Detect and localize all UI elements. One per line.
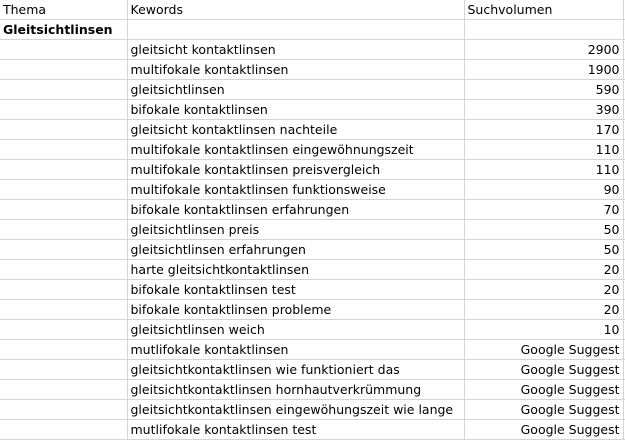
- volume-cell[interactable]: 50: [464, 220, 623, 240]
- thema-cell[interactable]: [0, 120, 127, 140]
- header-row: [0, 0, 625, 20]
- empty-cell[interactable]: [127, 20, 464, 40]
- table-row: [0, 200, 625, 220]
- table-row: [0, 100, 625, 120]
- keyword-cell[interactable]: gleitsichtlinsen: [127, 80, 464, 100]
- header-cell-keywords[interactable]: Kewords: [127, 0, 464, 20]
- thema-cell[interactable]: [0, 420, 127, 440]
- volume-cell[interactable]: 70: [464, 200, 623, 220]
- table-row: [0, 300, 625, 320]
- keyword-cell[interactable]: bifokale kontaktlinsen test: [127, 280, 464, 300]
- volume-cell[interactable]: 10: [464, 320, 623, 340]
- thema-cell[interactable]: [0, 260, 127, 280]
- volume-cell[interactable]: 50: [464, 240, 623, 260]
- keyword-cell[interactable]: multifokale kontaktlinsen funktionsweise: [127, 180, 464, 200]
- table-row: [0, 340, 625, 360]
- volume-cell[interactable]: Google Suggest: [464, 340, 623, 360]
- table-row: [0, 140, 625, 160]
- keyword-cell[interactable]: harte gleitsichtkontaktlinsen: [127, 260, 464, 280]
- header-cell-thema[interactable]: Thema: [0, 0, 127, 20]
- section-label-cell[interactable]: Gleitsichtlinsen: [0, 20, 127, 40]
- volume-cell[interactable]: Google Suggest: [464, 400, 623, 420]
- section-row: [0, 20, 625, 40]
- volume-cell[interactable]: 170: [464, 120, 623, 140]
- volume-cell[interactable]: 20: [464, 280, 623, 300]
- keyword-cell[interactable]: gleitsichtkontaktlinsen wie funktioniert das: [127, 360, 464, 380]
- thema-cell[interactable]: [0, 60, 127, 80]
- table-row: [0, 40, 625, 60]
- keyword-cell[interactable]: bifokale kontaktlinsen: [127, 100, 464, 120]
- keyword-cell[interactable]: bifokale kontaktlinsen erfahrungen: [127, 200, 464, 220]
- volume-cell[interactable]: Google Suggest: [464, 380, 623, 400]
- keyword-cell[interactable]: gleitsichtkontaktlinsen hornhautverkrümmung: [127, 380, 464, 400]
- keyword-cell[interactable]: gleitsichtlinsen erfahrungen: [127, 240, 464, 260]
- keyword-cell[interactable]: bifokale kontaktlinsen probleme: [127, 300, 464, 320]
- table-row: [0, 180, 625, 200]
- header-cell-volume[interactable]: Suchvolumen: [464, 0, 623, 20]
- thema-cell[interactable]: [0, 400, 127, 420]
- table-row: [0, 360, 625, 380]
- volume-cell[interactable]: 20: [464, 300, 623, 320]
- thema-cell[interactable]: [0, 240, 127, 260]
- table-row: [0, 160, 625, 180]
- empty-cell[interactable]: [464, 20, 623, 40]
- thema-cell[interactable]: [0, 340, 127, 360]
- volume-cell[interactable]: Google Suggest: [464, 420, 623, 440]
- table-row: [0, 60, 625, 80]
- thema-cell[interactable]: [0, 40, 127, 60]
- volume-cell[interactable]: 590: [464, 80, 623, 100]
- keyword-cell[interactable]: gleitsichtkontaktlinsen eingewöhungszeit wie lange: [127, 400, 464, 420]
- thema-cell[interactable]: [0, 140, 127, 160]
- thema-cell[interactable]: [0, 320, 127, 340]
- keyword-cell[interactable]: mutlifokale kontaktlinsen: [127, 340, 464, 360]
- keyword-cell[interactable]: gleitsicht kontaktlinsen nachteile: [127, 120, 464, 140]
- keyword-cell[interactable]: multifokale kontaktlinsen: [127, 60, 464, 80]
- thema-cell[interactable]: [0, 280, 127, 300]
- thema-cell[interactable]: [0, 380, 127, 400]
- thema-cell[interactable]: [0, 200, 127, 220]
- table-row: [0, 80, 625, 100]
- table-row: [0, 280, 625, 300]
- keyword-cell[interactable]: gleitsichtlinsen preis: [127, 220, 464, 240]
- volume-cell[interactable]: 110: [464, 160, 623, 180]
- keyword-cell[interactable]: gleitsicht kontaktlinsen: [127, 40, 464, 60]
- thema-cell[interactable]: [0, 80, 127, 100]
- thema-cell[interactable]: [0, 300, 127, 320]
- volume-cell[interactable]: 1900: [464, 60, 623, 80]
- keyword-cell[interactable]: mutlifokale kontaktlinsen test: [127, 420, 464, 440]
- volume-cell[interactable]: 20: [464, 260, 623, 280]
- table-row: [0, 420, 625, 440]
- table-row: [0, 320, 625, 340]
- volume-cell[interactable]: Google Suggest: [464, 360, 623, 380]
- table-row: [0, 220, 625, 240]
- table-row: [0, 120, 625, 140]
- table-row: [0, 400, 625, 420]
- keyword-cell[interactable]: gleitsichtlinsen weich: [127, 320, 464, 340]
- volume-cell[interactable]: 2900: [464, 40, 623, 60]
- thema-cell[interactable]: [0, 220, 127, 240]
- volume-cell[interactable]: 110: [464, 140, 623, 160]
- volume-cell[interactable]: 390: [464, 100, 623, 120]
- table-row: [0, 260, 625, 280]
- thema-cell[interactable]: [0, 160, 127, 180]
- keyword-cell[interactable]: multifokale kontaktlinsen preisvergleich: [127, 160, 464, 180]
- table-row: [0, 240, 625, 260]
- thema-cell[interactable]: [0, 180, 127, 200]
- thema-cell[interactable]: [0, 100, 127, 120]
- table-row: [0, 380, 625, 400]
- thema-cell[interactable]: [0, 360, 127, 380]
- keyword-cell[interactable]: multifokale kontaktlinsen eingewöhnungszeit: [127, 140, 464, 160]
- volume-cell[interactable]: 90: [464, 180, 623, 200]
